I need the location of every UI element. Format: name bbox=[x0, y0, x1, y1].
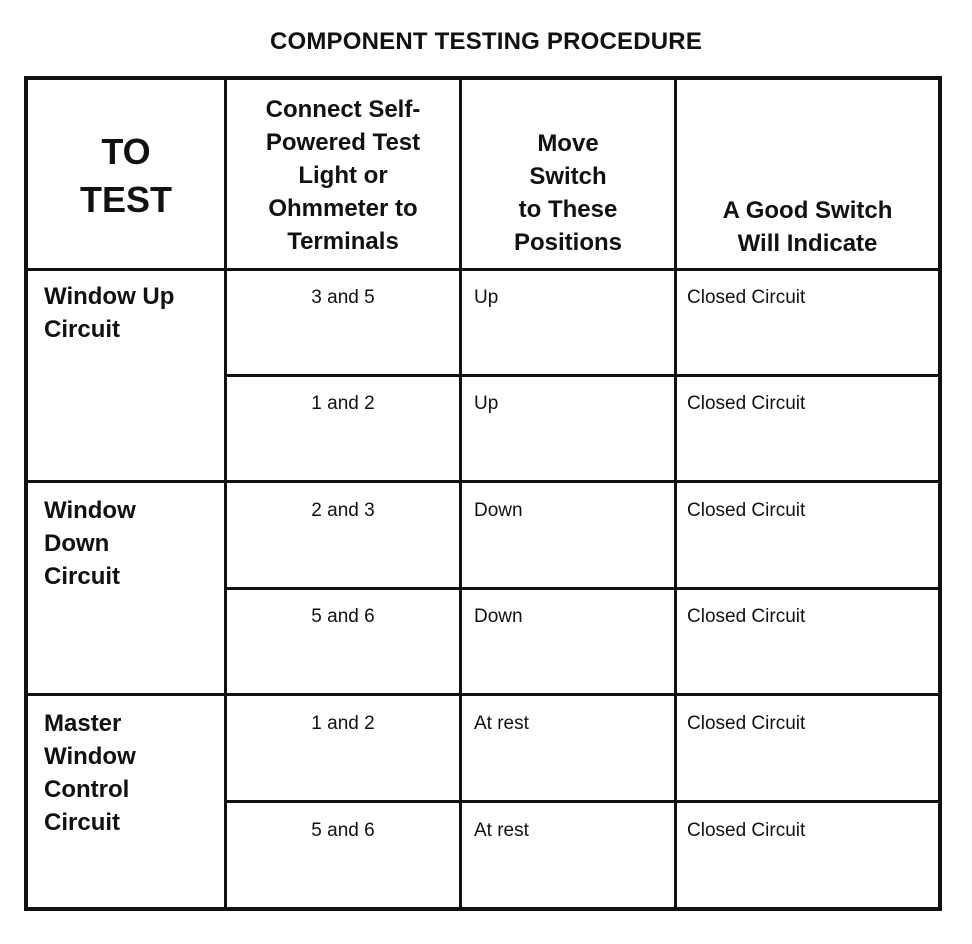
group-label-line: Window bbox=[44, 497, 136, 524]
header-line: Terminals bbox=[287, 228, 399, 255]
indication-value: Closed Circuit bbox=[687, 820, 806, 841]
group-label-line: Control bbox=[44, 776, 130, 803]
position-value: At rest bbox=[474, 713, 529, 734]
header-connect-terminals bbox=[227, 93, 459, 258]
group-label-line: Circuit bbox=[44, 316, 121, 343]
position-value: At rest bbox=[474, 820, 529, 841]
header-line: Connect Self- bbox=[265, 96, 421, 123]
row-divider bbox=[224, 587, 938, 590]
header-line: Will Indicate bbox=[737, 230, 878, 257]
header-line: Positions bbox=[513, 229, 622, 256]
indication-value: Closed Circuit bbox=[687, 393, 806, 414]
position-value: Down bbox=[474, 500, 523, 521]
group-label-line: Window bbox=[44, 743, 136, 770]
position-value: Up bbox=[474, 393, 499, 414]
header-move-switch bbox=[462, 127, 674, 259]
group-divider bbox=[28, 693, 938, 696]
header-line: Light or bbox=[298, 162, 388, 189]
header-good-switch bbox=[677, 194, 938, 260]
indication-value: Closed Circuit bbox=[687, 500, 806, 521]
testing-table bbox=[24, 76, 942, 911]
header-divider bbox=[28, 268, 938, 271]
terminals-value: 5 and 6 bbox=[311, 606, 375, 627]
group-label-master-window bbox=[44, 707, 224, 839]
header-to-test bbox=[28, 128, 224, 224]
indication-value: Closed Circuit bbox=[687, 606, 806, 627]
group-label-line: Circuit bbox=[44, 809, 121, 836]
group-label-line: Window Up bbox=[44, 283, 175, 310]
position-value: Up bbox=[474, 287, 499, 308]
header-line: Ohmmeter to bbox=[268, 195, 418, 222]
terminals-value: 5 and 6 bbox=[311, 820, 375, 841]
header-line: Move bbox=[537, 130, 599, 157]
row-divider bbox=[224, 374, 938, 377]
indication-value: Closed Circuit bbox=[687, 713, 806, 734]
terminals-value: 1 and 2 bbox=[311, 393, 375, 414]
header-line: Switch bbox=[529, 163, 607, 190]
group-label-line: Circuit bbox=[44, 563, 121, 590]
terminals-value: 1 and 2 bbox=[311, 713, 375, 734]
indication-value: Closed Circuit bbox=[687, 287, 806, 308]
header-line: TEST bbox=[79, 179, 172, 220]
group-label-line: Down bbox=[44, 530, 110, 557]
header-line: TO bbox=[101, 131, 151, 172]
header-line: A Good Switch bbox=[722, 197, 893, 224]
header-line: Powered Test bbox=[265, 129, 421, 156]
terminals-value: 2 and 3 bbox=[311, 500, 375, 521]
header-line: to These bbox=[518, 196, 618, 223]
page-title: COMPONENT TESTING PROCEDURE bbox=[269, 28, 703, 55]
group-label-window-down bbox=[44, 494, 224, 593]
group-label-window-up bbox=[44, 280, 224, 346]
row-divider bbox=[224, 800, 938, 803]
terminals-value: 3 and 5 bbox=[311, 287, 375, 308]
position-value: Down bbox=[474, 606, 523, 627]
group-label-line: Master bbox=[44, 710, 122, 737]
group-divider bbox=[28, 480, 938, 483]
